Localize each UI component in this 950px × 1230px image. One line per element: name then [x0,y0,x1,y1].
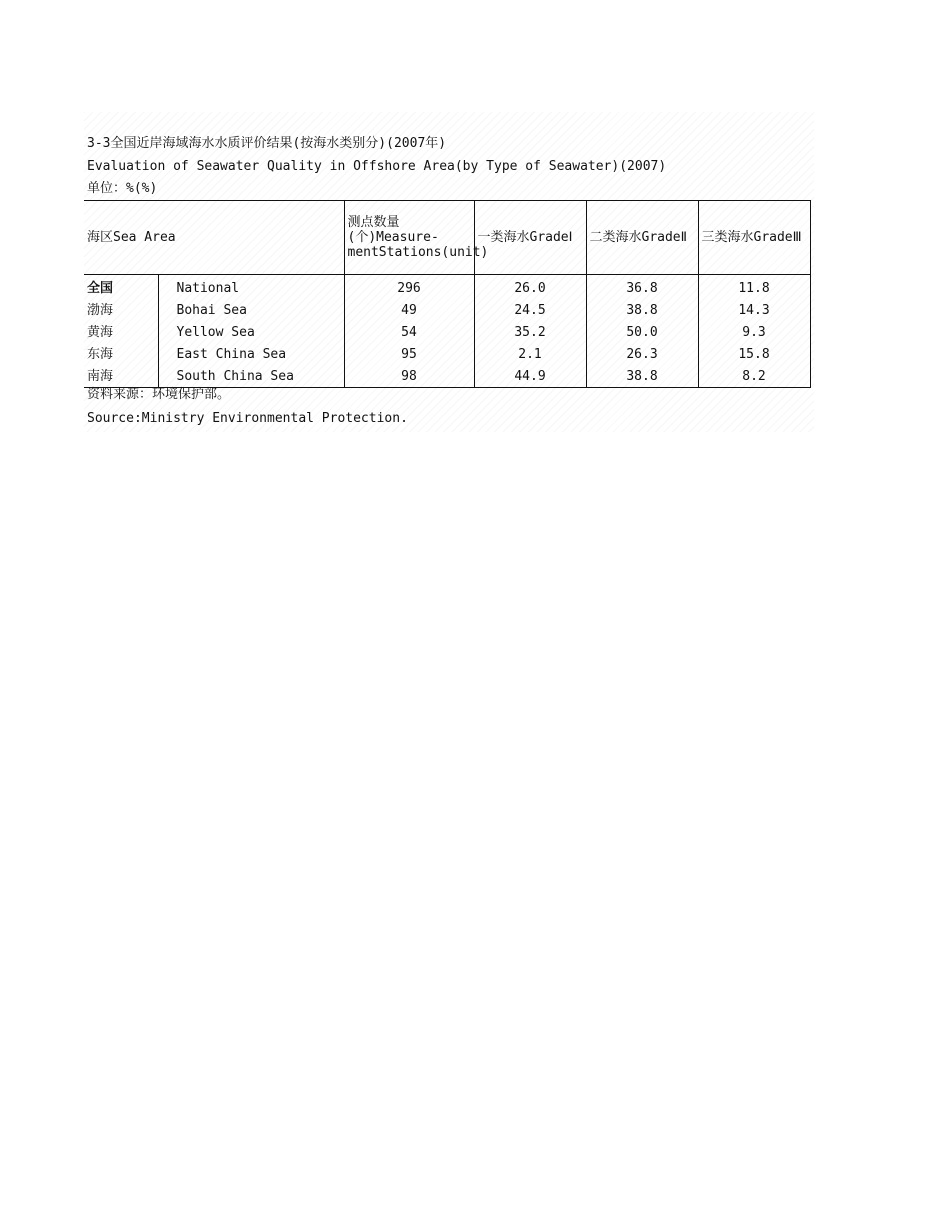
table-row [84,275,810,300]
header-sea-area: 海区Sea Area [84,201,344,275]
water-quality-table [84,200,811,388]
area-en-cell: National [176,280,240,296]
table-row [84,299,810,321]
header-grade-2: 二类海水GradeⅡ [586,201,698,275]
area-cn-cell: 全国 [84,275,158,300]
grade-1-cell: 2.1 [474,343,586,365]
spreadsheet-area [84,112,814,432]
grade-2-cell: 36.8 [586,275,698,300]
grade-3-cell: 14.3 [698,299,810,321]
source-note-english: Source:Ministry Environmental Protection. [87,411,408,426]
header-grade-1: 一类海水GradeⅠ [474,201,586,275]
stations-cell: 98 [344,365,474,388]
source-note-chinese: 资料来源：环境保护部。 [87,387,231,402]
area-en-cell: Yellow Sea [176,324,255,340]
grade-3-cell: 15.8 [698,343,810,365]
grade-2-cell: 50.0 [586,321,698,343]
stations-cell: 95 [344,343,474,365]
area-cn-cell: 东海 [84,343,158,365]
table-row [84,343,810,365]
area-en-cell: Bohai Sea [176,302,247,318]
table-title-chinese: 3-3全国近岸海域海水水质评价结果(按海水类别分)(2007年) [87,136,447,151]
grade-2-cell: 26.3 [586,343,698,365]
grade-3-cell: 9.3 [698,321,810,343]
table-row [84,321,810,343]
stations-cell: 54 [344,321,474,343]
table-row [84,365,810,388]
stations-cell: 296 [344,275,474,300]
table-title-english: Evaluation of Seawater Quality in Offshore Area(by Type of Seawater)(2007) [87,159,667,174]
area-cn-cell: 黄海 [84,321,158,343]
header-grade-3: 三类海水GradeⅢ [698,201,810,275]
area-cn-cell: 南海 [84,365,158,388]
area-en-cell: South China Sea [158,365,344,388]
grade-2-cell: 38.8 [586,299,698,321]
header-row [84,201,810,275]
grade-1-cell: 26.0 [474,275,586,300]
grade-2-cell: 38.8 [586,365,698,388]
area-en-cell: East China Sea [176,346,287,362]
header-stations: 测点数量(个)Measure-mentStations(unit) [344,201,474,275]
grade-1-cell: 44.9 [474,365,586,388]
area-cn-cell: 渤海 [84,299,158,321]
grade-1-cell: 35.2 [474,321,586,343]
grade-1-cell: 24.5 [474,299,586,321]
unit-label: 单位：%(%) [87,181,158,196]
grade-3-cell: 11.8 [698,275,810,300]
grade-3-cell: 8.2 [698,365,810,388]
stations-cell: 49 [344,299,474,321]
